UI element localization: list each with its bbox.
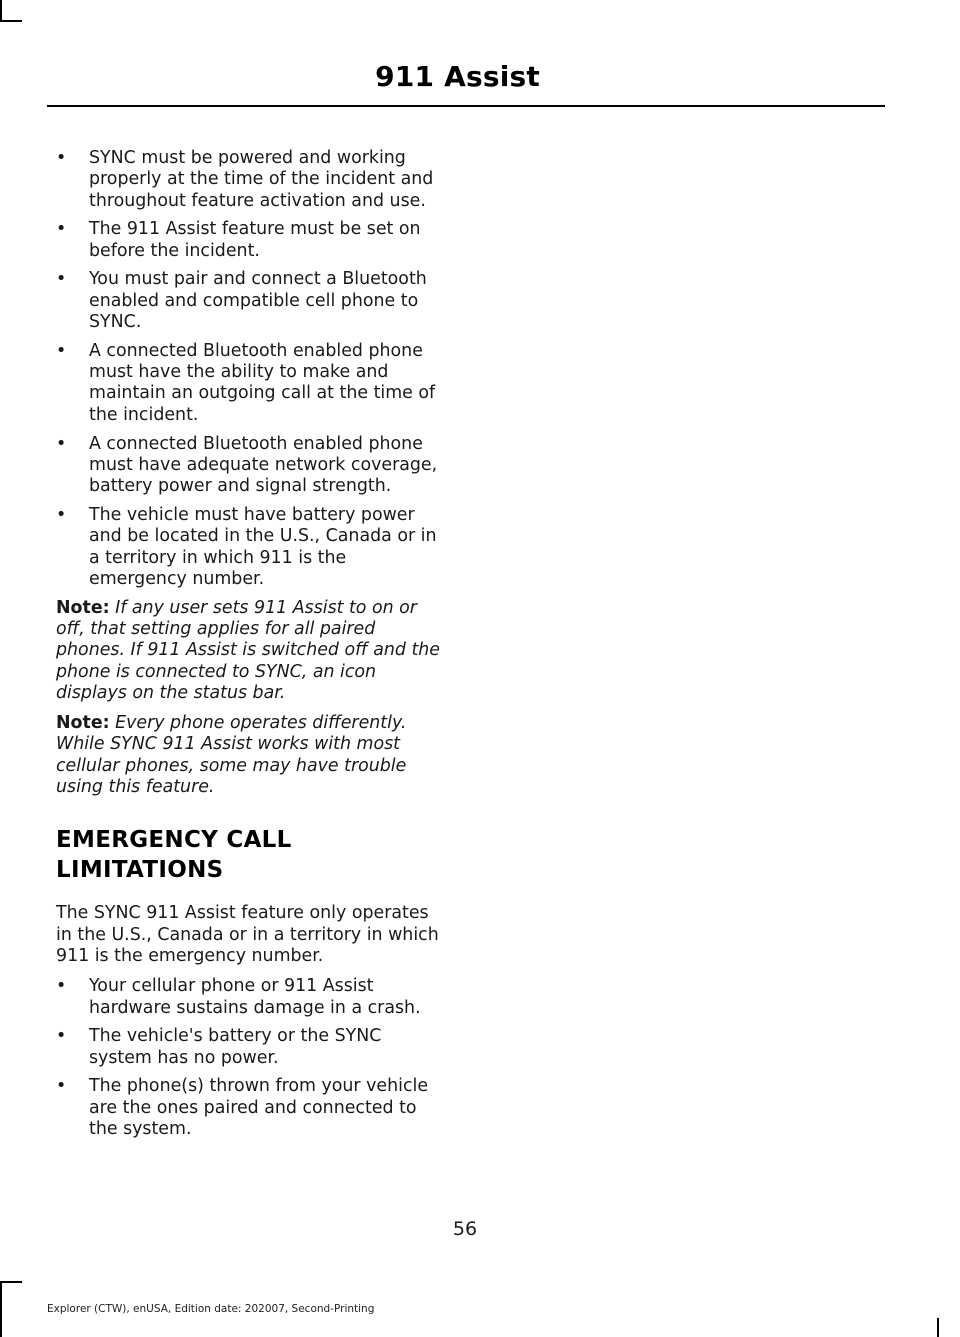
- note-paragraph: Note: If any user sets 911 Assist to on or off, that setting applies for all paired phones. If 911 Assist is switched off and the phone is connected to SYNC, an icon displays on the status bar.: [56, 597, 441, 703]
- list-item: • SYNC must be powered and working properly at the time of the incident and throughout feature activation and use.: [56, 148, 434, 211]
- limitations-list: [56, 976, 448, 1140]
- list-item: • Your cellular phone or 911 Assist hardware sustains damage in a crash.: [56, 976, 421, 1018]
- footer-edition-info: Explorer (CTW), enUSA, Edition date: 202007, Second-Printing: [47, 1303, 375, 1315]
- list-item: • A connected Bluetooth enabled phone must have the ability to make and maintain an outgoing call at the time of the incident.: [56, 340, 436, 425]
- main-column: [56, 148, 448, 1148]
- requirements-list: [56, 148, 448, 590]
- crop-mark: [937, 1318, 939, 1337]
- section-heading: EMERGENCY CALL LIMITATIONS: [56, 827, 292, 884]
- list-item: • You must pair and connect a Bluetooth enabled and compatible cell phone to SYNC.: [56, 269, 427, 333]
- crop-mark: [0, 20, 22, 22]
- list-item: • The vehicle must have battery power and be located in the U.S., Canada or in a territory in which 911 is the emergency number.: [56, 504, 437, 589]
- list-item: • The phone(s) thrown from your vehicle are the ones paired and connected to the system.: [56, 1076, 429, 1139]
- header-divider: [47, 105, 885, 107]
- crop-mark: [0, 0, 2, 22]
- section-intro: The SYNC 911 Assist feature only operates in the U.S., Canada or in a territory in which 911 is the emergency number.: [56, 903, 439, 966]
- note-paragraph: Note: Every phone operates differently. While SYNC 911 Assist works with most cellular phones, some may have trouble using this feature.: [56, 713, 407, 798]
- crop-mark: [0, 1281, 2, 1337]
- page-title: 911 Assist: [375, 60, 540, 93]
- list-item: • The vehicle's battery or the SYNC system has no power.: [56, 1026, 382, 1068]
- page-number: 56: [452, 1218, 478, 1240]
- crop-mark: [0, 1281, 22, 1283]
- list-item: • The 911 Assist feature must be set on before the incident.: [56, 219, 421, 261]
- list-item: • A connected Bluetooth enabled phone must have adequate network coverage, battery power and signal strength.: [56, 433, 438, 497]
